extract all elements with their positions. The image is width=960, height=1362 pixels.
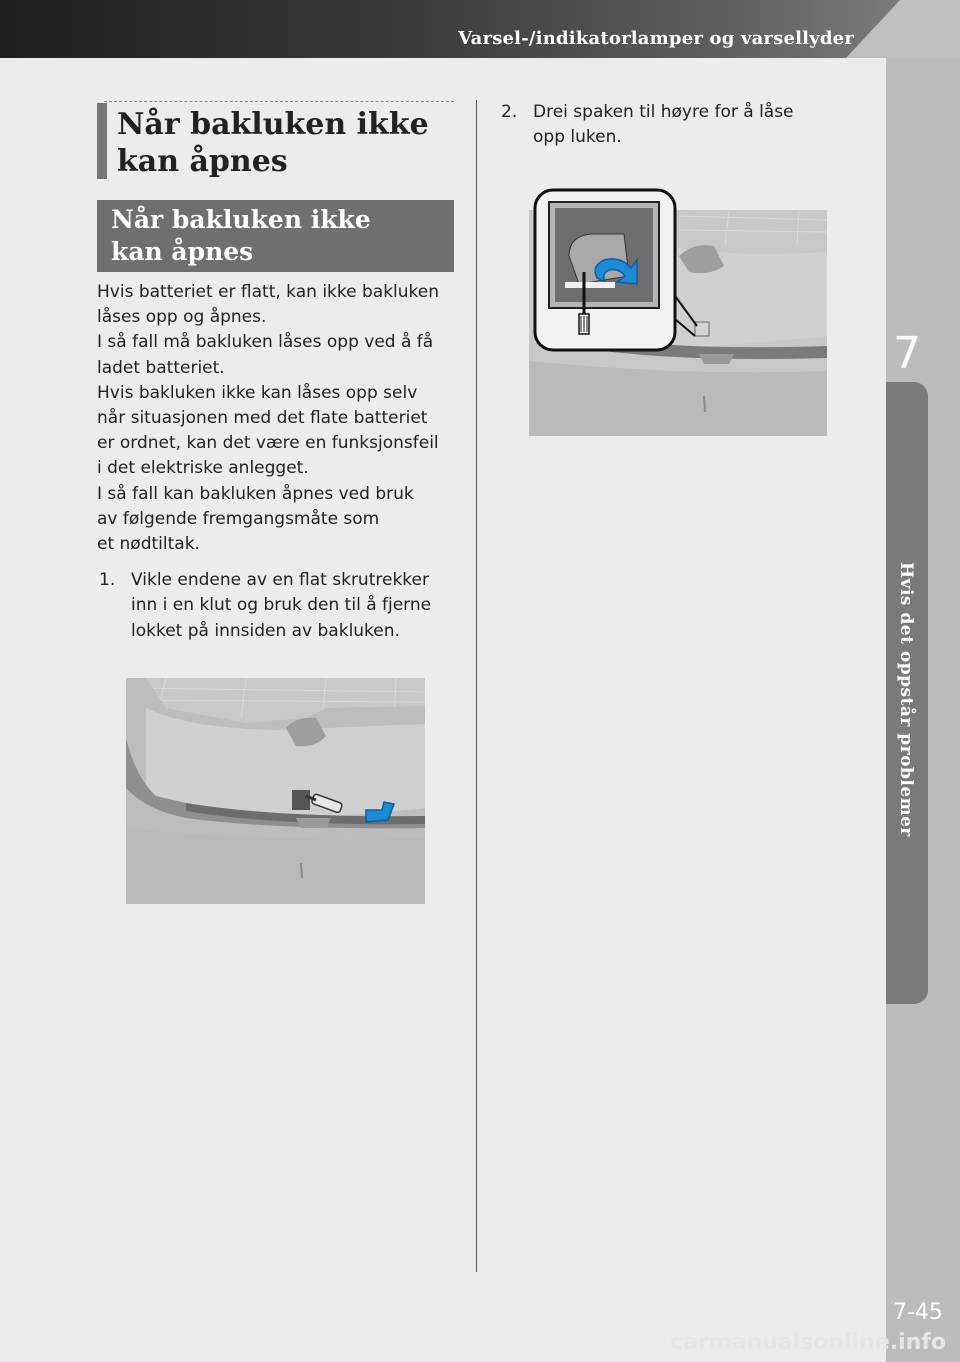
step-2	[501, 100, 861, 155]
intro-line: når situasjonen med det flate batteriet	[97, 408, 428, 429]
step-number: 1.	[99, 570, 116, 590]
step-line: lokket på innsiden av bakluken.	[131, 620, 400, 641]
intro-line: Hvis bakluken ikke kan låses opp selv	[97, 382, 418, 403]
header-title: Varsel-/indikatorlamper og varsellyder	[458, 28, 854, 49]
watermark: carmanualsonline.info	[670, 1330, 946, 1355]
section-title	[97, 103, 457, 179]
step-text	[131, 568, 431, 644]
step-text	[533, 100, 794, 151]
step-line: Drei spaken til høyre for å låse	[533, 102, 794, 122]
section-title-text	[117, 106, 429, 180]
step-number: 2.	[501, 102, 518, 122]
sub-heading-text	[111, 204, 371, 268]
section-title-line2: kan åpnes	[117, 144, 288, 179]
intro-line: låses opp og åpnes.	[97, 307, 267, 328]
sub-heading-line1: Når bakluken ikke	[111, 205, 371, 234]
intro-line: et nødtiltak.	[97, 534, 200, 555]
page-number: 7-45	[893, 1300, 943, 1325]
intro-paragraph	[97, 280, 459, 557]
sub-heading	[97, 200, 454, 272]
intro-line: i det elektriske anlegget.	[97, 458, 309, 479]
intro-line: Hvis batteriet er flatt, kan ikke bakluken	[97, 282, 440, 302]
step-line: inn i en klut og bruk den til å fjerne	[131, 595, 432, 616]
column-divider	[476, 100, 477, 1272]
chapter-tab-label: Hvis det oppstår problemer	[896, 562, 916, 837]
intro-line: ladet batteriet.	[97, 357, 225, 378]
intro-line: er ordnet, kan det være en funksjonsfeil	[97, 433, 439, 454]
lever-unlock-illustration	[529, 186, 827, 436]
intro-line: I så fall må bakluken låses opp ved å få	[97, 332, 434, 353]
tailgate-cover-illustration	[126, 678, 425, 904]
intro-line: av følgende fremgangsmåte som	[97, 508, 380, 529]
step-line: Vikle endene av en flat skrutrekker	[131, 570, 429, 590]
step-line: opp luken.	[533, 127, 622, 148]
section-title-line1: Når bakluken ikke	[117, 107, 429, 142]
top-dotted-rule	[104, 101, 454, 102]
step-1	[99, 568, 459, 648]
intro-line: I så fall kan bakluken åpnes ved bruk	[97, 483, 414, 504]
sub-heading-line2: kan åpnes	[111, 237, 254, 266]
chapter-number: 7	[893, 328, 921, 379]
